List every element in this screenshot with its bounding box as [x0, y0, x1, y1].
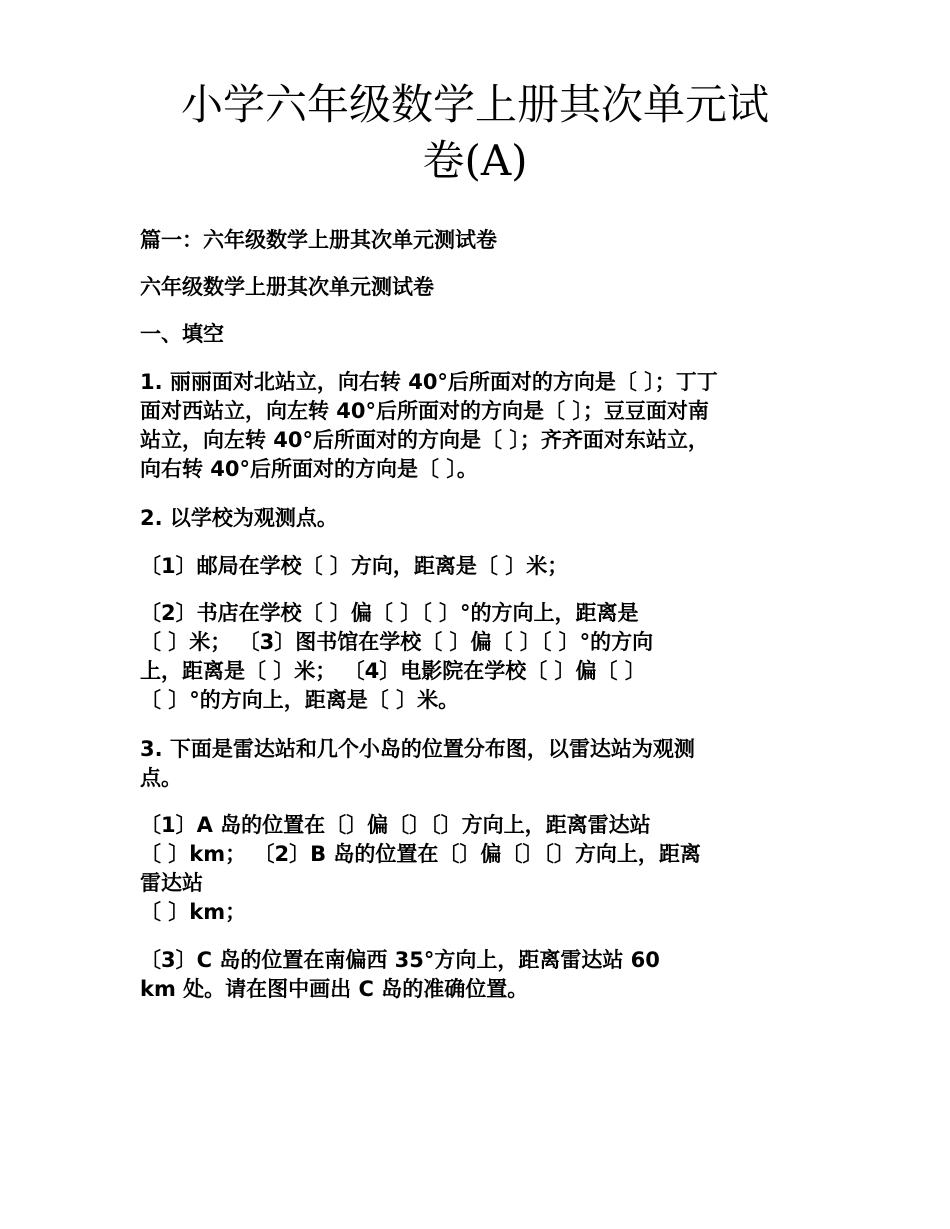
text-line: 3. 下面是雷达站和几个小岛的位置分布图，以雷达站为观测: [140, 737, 695, 761]
text-line: 雷达站: [140, 871, 203, 895]
text-line: 〔2〕书店在学校〔 〕偏〔 〕〔 〕°的方向上，距离是: [140, 601, 639, 625]
text-line: 点。: [140, 766, 182, 790]
text-line: 1. 丽丽面对北站立，向右转 40°后所面对的方向是〔 〕；丁丁: [140, 370, 718, 394]
text-line: 面对西站立，向左转 40°后所面对的方向是〔 〕；豆豆面对南: [140, 399, 709, 423]
text-line: 〔 〕km；: [140, 900, 247, 924]
question-2-intro: [140, 504, 820, 533]
section-subtitle: [140, 273, 820, 302]
question-3-parts-1-2: [140, 811, 820, 927]
text-line: 向右转 40°后所面对的方向是〔 〕。: [140, 457, 478, 481]
question-1: [140, 368, 820, 484]
question-2-part-1: [140, 552, 820, 581]
text-line: 六年级数学上册其次单元测试卷: [140, 275, 434, 299]
section-heading-part-one: [140, 226, 820, 255]
text-line: 站立，向左转 40°后所面对的方向是〔 〕；齐齐面对东站立，: [140, 428, 709, 452]
text-line: 〔 〕km； 〔2〕B 岛的位置在〔〕偏〔〕〔〕方向上，距离: [140, 842, 701, 866]
text-line: 一、填空: [140, 322, 224, 346]
text-line: 〔 〕米； 〔3〕图书馆在学校〔 〕偏〔 〕〔 〕°的方向: [140, 630, 654, 654]
text-line: 篇一：六年级数学上册其次单元测试卷: [140, 228, 497, 252]
text-line: 〔 〕°的方向上，距离是〔 〕米。: [140, 688, 460, 712]
text-line: 〔1〕邮局在学校〔 〕方向，距离是〔 〕米；: [140, 554, 569, 578]
question-3-intro: [140, 735, 820, 793]
text-line: 〔3〕C 岛的位置在南偏西 35°方向上，距离雷达站 60: [140, 948, 660, 972]
document-title-line-2: 卷(A): [422, 136, 528, 185]
text-line: 上，距离是〔 〕米； 〔4〕电影院在学校〔 〕偏〔 〕: [140, 659, 646, 683]
question-3-part-3: [140, 946, 820, 1004]
question-2-parts-2-4: [140, 599, 820, 715]
section-fill-in-heading: [140, 320, 820, 349]
text-line: 〔1〕A 岛的位置在〔〕偏〔〕〔〕方向上，距离雷达站: [140, 813, 651, 837]
text-line: km 处。请在图中画出 C 岛的准确位置。: [140, 977, 529, 1001]
text-line: 2. 以学校为观测点。: [140, 506, 338, 530]
document-title-line-1: 小学六年级数学上册其次单元试: [180, 80, 769, 129]
